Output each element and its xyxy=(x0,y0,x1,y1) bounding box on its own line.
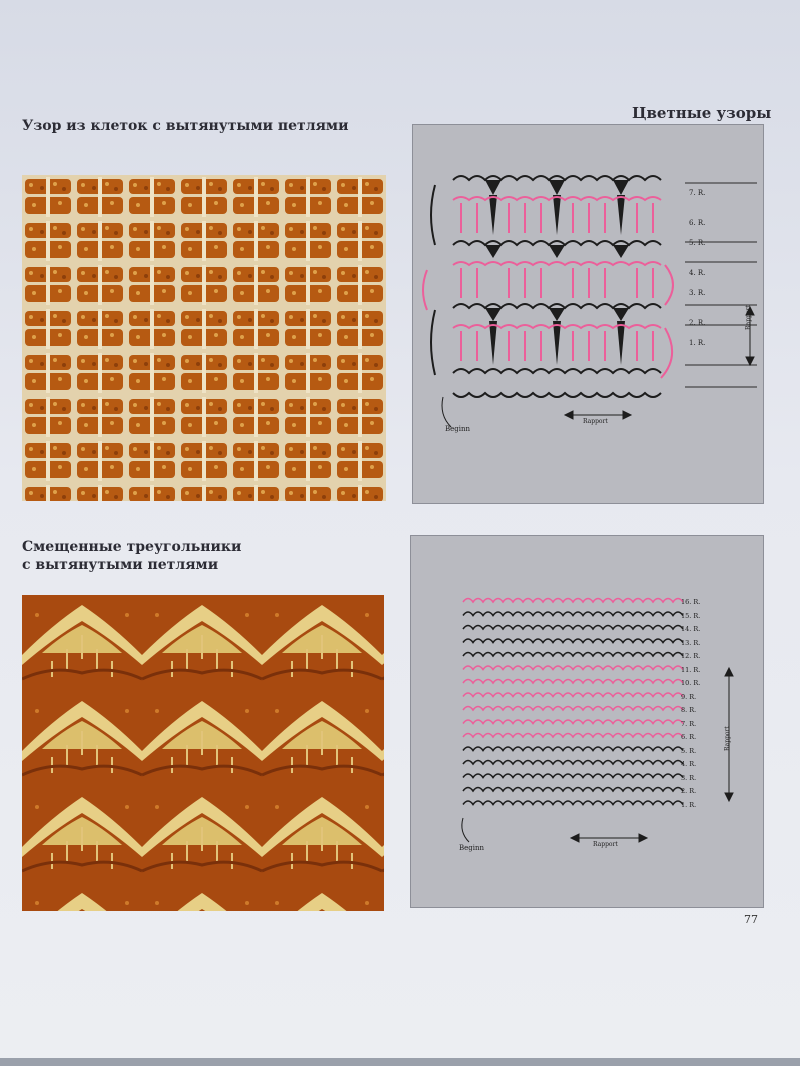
p2-row-label: 1. R. xyxy=(681,800,697,809)
p2-row-label: 9. R. xyxy=(681,692,697,701)
p2-row-label: 2. R. xyxy=(681,787,697,795)
p2-row-label: 12. R. xyxy=(681,652,701,660)
p1-repeat-label-horizontal: Rapport xyxy=(583,418,608,425)
p2-row-label: 5. R. xyxy=(681,746,697,755)
p2-stitch-row xyxy=(463,612,683,616)
p1-row-label: 3. R. xyxy=(689,289,706,297)
p2-stitch-row xyxy=(463,599,683,603)
p2-row-label: 7. R. xyxy=(681,719,697,728)
pattern2-title-line1: Смещенные треугольники xyxy=(22,539,242,555)
p2-stitch-row xyxy=(463,626,683,630)
p1-row-label: 4. R. xyxy=(689,269,706,277)
p2-stitch-row xyxy=(463,680,683,684)
pattern1-stitch-chart xyxy=(413,125,763,503)
p2-row-labels xyxy=(681,596,700,812)
page-bottom-edge xyxy=(0,1058,800,1066)
p1-row-label: 6. R. xyxy=(689,219,706,227)
p1-row-label: 2. R. xyxy=(689,319,706,327)
p2-stitch-rows xyxy=(463,599,683,805)
p1-row-label: 1. R. xyxy=(689,339,706,347)
p1-begin-label: Beginn xyxy=(445,425,471,433)
p1-repeat-label-vertical: Rapport xyxy=(745,305,752,330)
p2-row-label: 10. R. xyxy=(681,679,701,687)
pattern1-swatch-photo xyxy=(22,175,386,501)
p2-row-label: 15. R. xyxy=(681,611,701,620)
p2-stitch-row xyxy=(463,747,683,751)
p2-repeat-label-vertical: Rapport xyxy=(724,726,731,751)
p2-row-label: 13. R. xyxy=(681,638,701,647)
p2-row-label: 3. R. xyxy=(681,773,697,782)
p2-begin-label: Beginn xyxy=(459,844,485,852)
p2-row-label: 14. R. xyxy=(681,625,701,633)
pattern2-title xyxy=(22,538,241,574)
p1-row-label: 7. R. xyxy=(689,189,706,197)
p2-row-label: 8. R. xyxy=(681,706,697,714)
pattern2-title-line2: с вытянутыми петлями xyxy=(22,557,219,573)
pattern2-swatch-photo xyxy=(22,595,384,911)
p2-stitch-row xyxy=(463,653,683,657)
pattern1-title: Узор из клеток с вытянутыми петлями xyxy=(22,118,349,134)
p2-stitch-row xyxy=(463,734,683,738)
p2-stitch-row xyxy=(463,761,683,765)
p2-repeat-label-horizontal: Rapport xyxy=(593,841,618,848)
p2-row-label: 16. R. xyxy=(681,598,701,606)
pattern1-chart-panel xyxy=(412,124,764,504)
p2-stitch-row xyxy=(463,774,683,778)
p2-stitch-row xyxy=(463,666,683,670)
p2-stitch-row xyxy=(463,639,683,643)
p2-row-label: 6. R. xyxy=(681,733,697,741)
p2-row-label: 4. R. xyxy=(681,760,697,768)
p2-row-label: 11. R. xyxy=(681,665,701,674)
pattern2-chart-panel xyxy=(410,535,764,908)
section-title: Цветные узоры xyxy=(632,104,772,122)
p1-row-label: 5. R. xyxy=(689,239,706,247)
p2-stitch-row xyxy=(463,801,683,805)
p2-stitch-row xyxy=(463,693,683,697)
p2-stitch-row xyxy=(463,707,683,711)
p2-stitch-row xyxy=(463,788,683,792)
p2-stitch-row xyxy=(463,720,683,724)
page-number: 77 xyxy=(744,913,758,926)
